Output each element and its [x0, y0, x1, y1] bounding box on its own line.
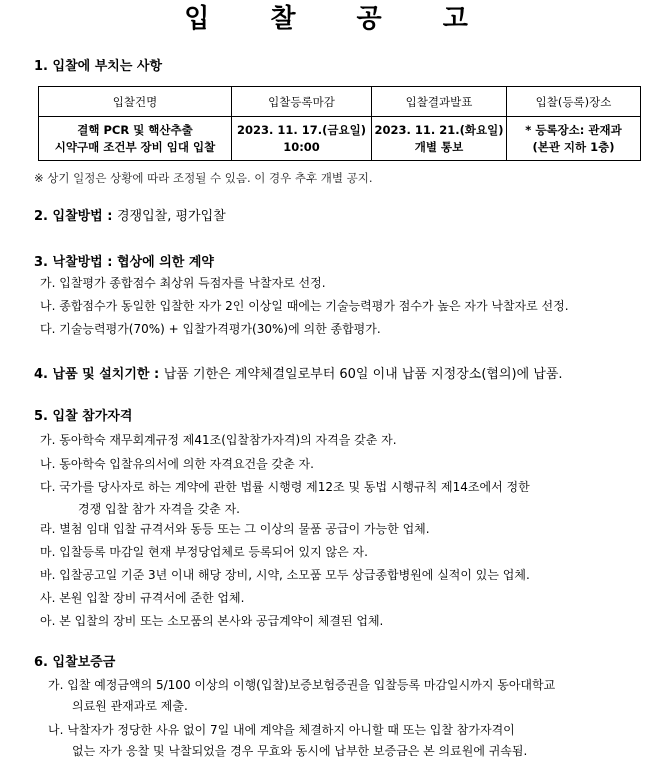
section-6-item — [48, 676, 555, 715]
item-continuation: 경쟁 입찰 참가 자격을 갖춘 자. — [78, 502, 240, 516]
cell-result-announcement — [372, 117, 507, 161]
section-5-item — [40, 478, 530, 518]
item-line: 나. 낙찰자가 정당한 사유 없이 7일 내에 계약을 체결하지 아니할 때 또는 입찰 참가자격이 — [48, 723, 515, 737]
schedule-note: ※ 상기 일정은 상황에 따라 조정될 수 있음. 이 경우 추후 개별 공지. — [34, 171, 373, 185]
header-bid-place: 입찰(등록)장소 — [507, 87, 641, 117]
section-6-item — [48, 721, 527, 760]
bid-schedule-table — [38, 86, 641, 161]
section-4-heading — [34, 366, 563, 384]
cell-line: 2023. 11. 17.(금요일) — [237, 122, 366, 137]
section-5-item: 나. 동아학숙 입찰유의서에 의한 자격요건을 갖춘 자. — [40, 457, 314, 471]
section-6-heading: 6. 입찰보증금 — [34, 655, 116, 670]
item-continuation: 의료원 관재과로 제출. — [72, 699, 188, 713]
item-line: 가. 입찰 예정금액의 5/100 이상의 이행(입찰)보증보험증권을 입찰등록 마감일시까지 동아대학교 — [48, 678, 556, 692]
section-5-heading: 5. 입찰 참가자격 — [34, 409, 133, 424]
cell-bid-name — [39, 117, 232, 161]
table-header-row — [39, 87, 641, 117]
section-4-text: 납품 기한은 계약체결일로부터 60일 이내 납품 지정장소(협의)에 납품. — [163, 367, 563, 382]
cell-line: 시약구매 조건부 장비 임대 입찰 — [54, 139, 216, 154]
section-1-heading: 1. 입찰에 부치는 사항 — [34, 59, 163, 74]
section-3-item: 나. 종합점수가 동일한 입찰한 자가 2인 이상일 때에는 기술능력평가 점수가 높은 자가 낙찰자로 선정. — [40, 299, 569, 313]
item-continuation: 없는 자가 응찰 및 낙찰되었을 경우 무효와 동시에 납부한 보증금은 본 의료원에 귀속됨. — [72, 744, 528, 758]
section-5-item: 사. 본원 입찰 장비 규격서에 준한 업체. — [40, 591, 245, 605]
cell-registration-deadline — [232, 117, 372, 161]
section-3-heading: 3. 낙찰방법 : 협상에 의한 계약 — [34, 255, 214, 270]
header-bid-name: 입찰건명 — [39, 87, 232, 117]
section-5-item: 가. 동아학숙 재무회계규정 제41조(입찰참가자격)의 자격을 갖춘 자. — [40, 433, 397, 447]
section-5-item: 아. 본 입찰의 장비 또는 소모품의 본사와 공급계약이 체결된 업체. — [40, 614, 384, 628]
cell-line: 결핵 PCR 및 핵산추출 — [77, 122, 193, 137]
page-title: 입 찰 공 고 — [184, 4, 494, 34]
cell-line: 개별 통보 — [414, 139, 464, 154]
cell-line: * 등록장소: 관재과 — [525, 122, 622, 137]
section-5-item: 마. 입찰등록 마감일 현재 부정당업체로 등록되어 있지 않은 자. — [40, 545, 368, 559]
cell-bid-place — [507, 117, 641, 161]
header-result-announcement: 입찰결과발표 — [372, 87, 507, 117]
cell-line: 10:00 — [283, 139, 320, 154]
section-3-item: 다. 기술능력평가(70%) + 입찰가격평가(30%)에 의한 종합평가. — [40, 322, 381, 336]
item-line: 다. 국가를 당사자로 하는 계약에 관한 법률 시행령 제12조 및 동법 시행규칙 제14조에서 정한 — [40, 480, 530, 494]
section-5-item: 라. 별첨 임대 입찰 규격서와 동등 또는 그 이상의 물품 공급이 가능한 업체. — [40, 522, 430, 536]
section-2-heading — [34, 208, 226, 226]
cell-line: (본관 지하 1층) — [532, 139, 615, 154]
header-registration-deadline: 입찰등록마감 — [232, 87, 372, 117]
section-2-label: 2. 입찰방법 : — [34, 209, 113, 224]
table-row — [39, 117, 641, 161]
section-2-text: 경쟁입찰, 평가입찰 — [117, 209, 226, 224]
section-5-item: 바. 입찰공고일 기준 3년 이내 해당 장비, 시약, 소모품 모두 상급종합병원에 실적이 있는 업체. — [40, 568, 530, 582]
section-4-label: 4. 납품 및 설치기한 : — [34, 367, 160, 382]
cell-line: 2023. 11. 21.(화요일) — [374, 122, 504, 137]
section-3-item: 가. 입찰평가 종합점수 최상위 득점자를 낙찰자로 선정. — [40, 276, 326, 290]
